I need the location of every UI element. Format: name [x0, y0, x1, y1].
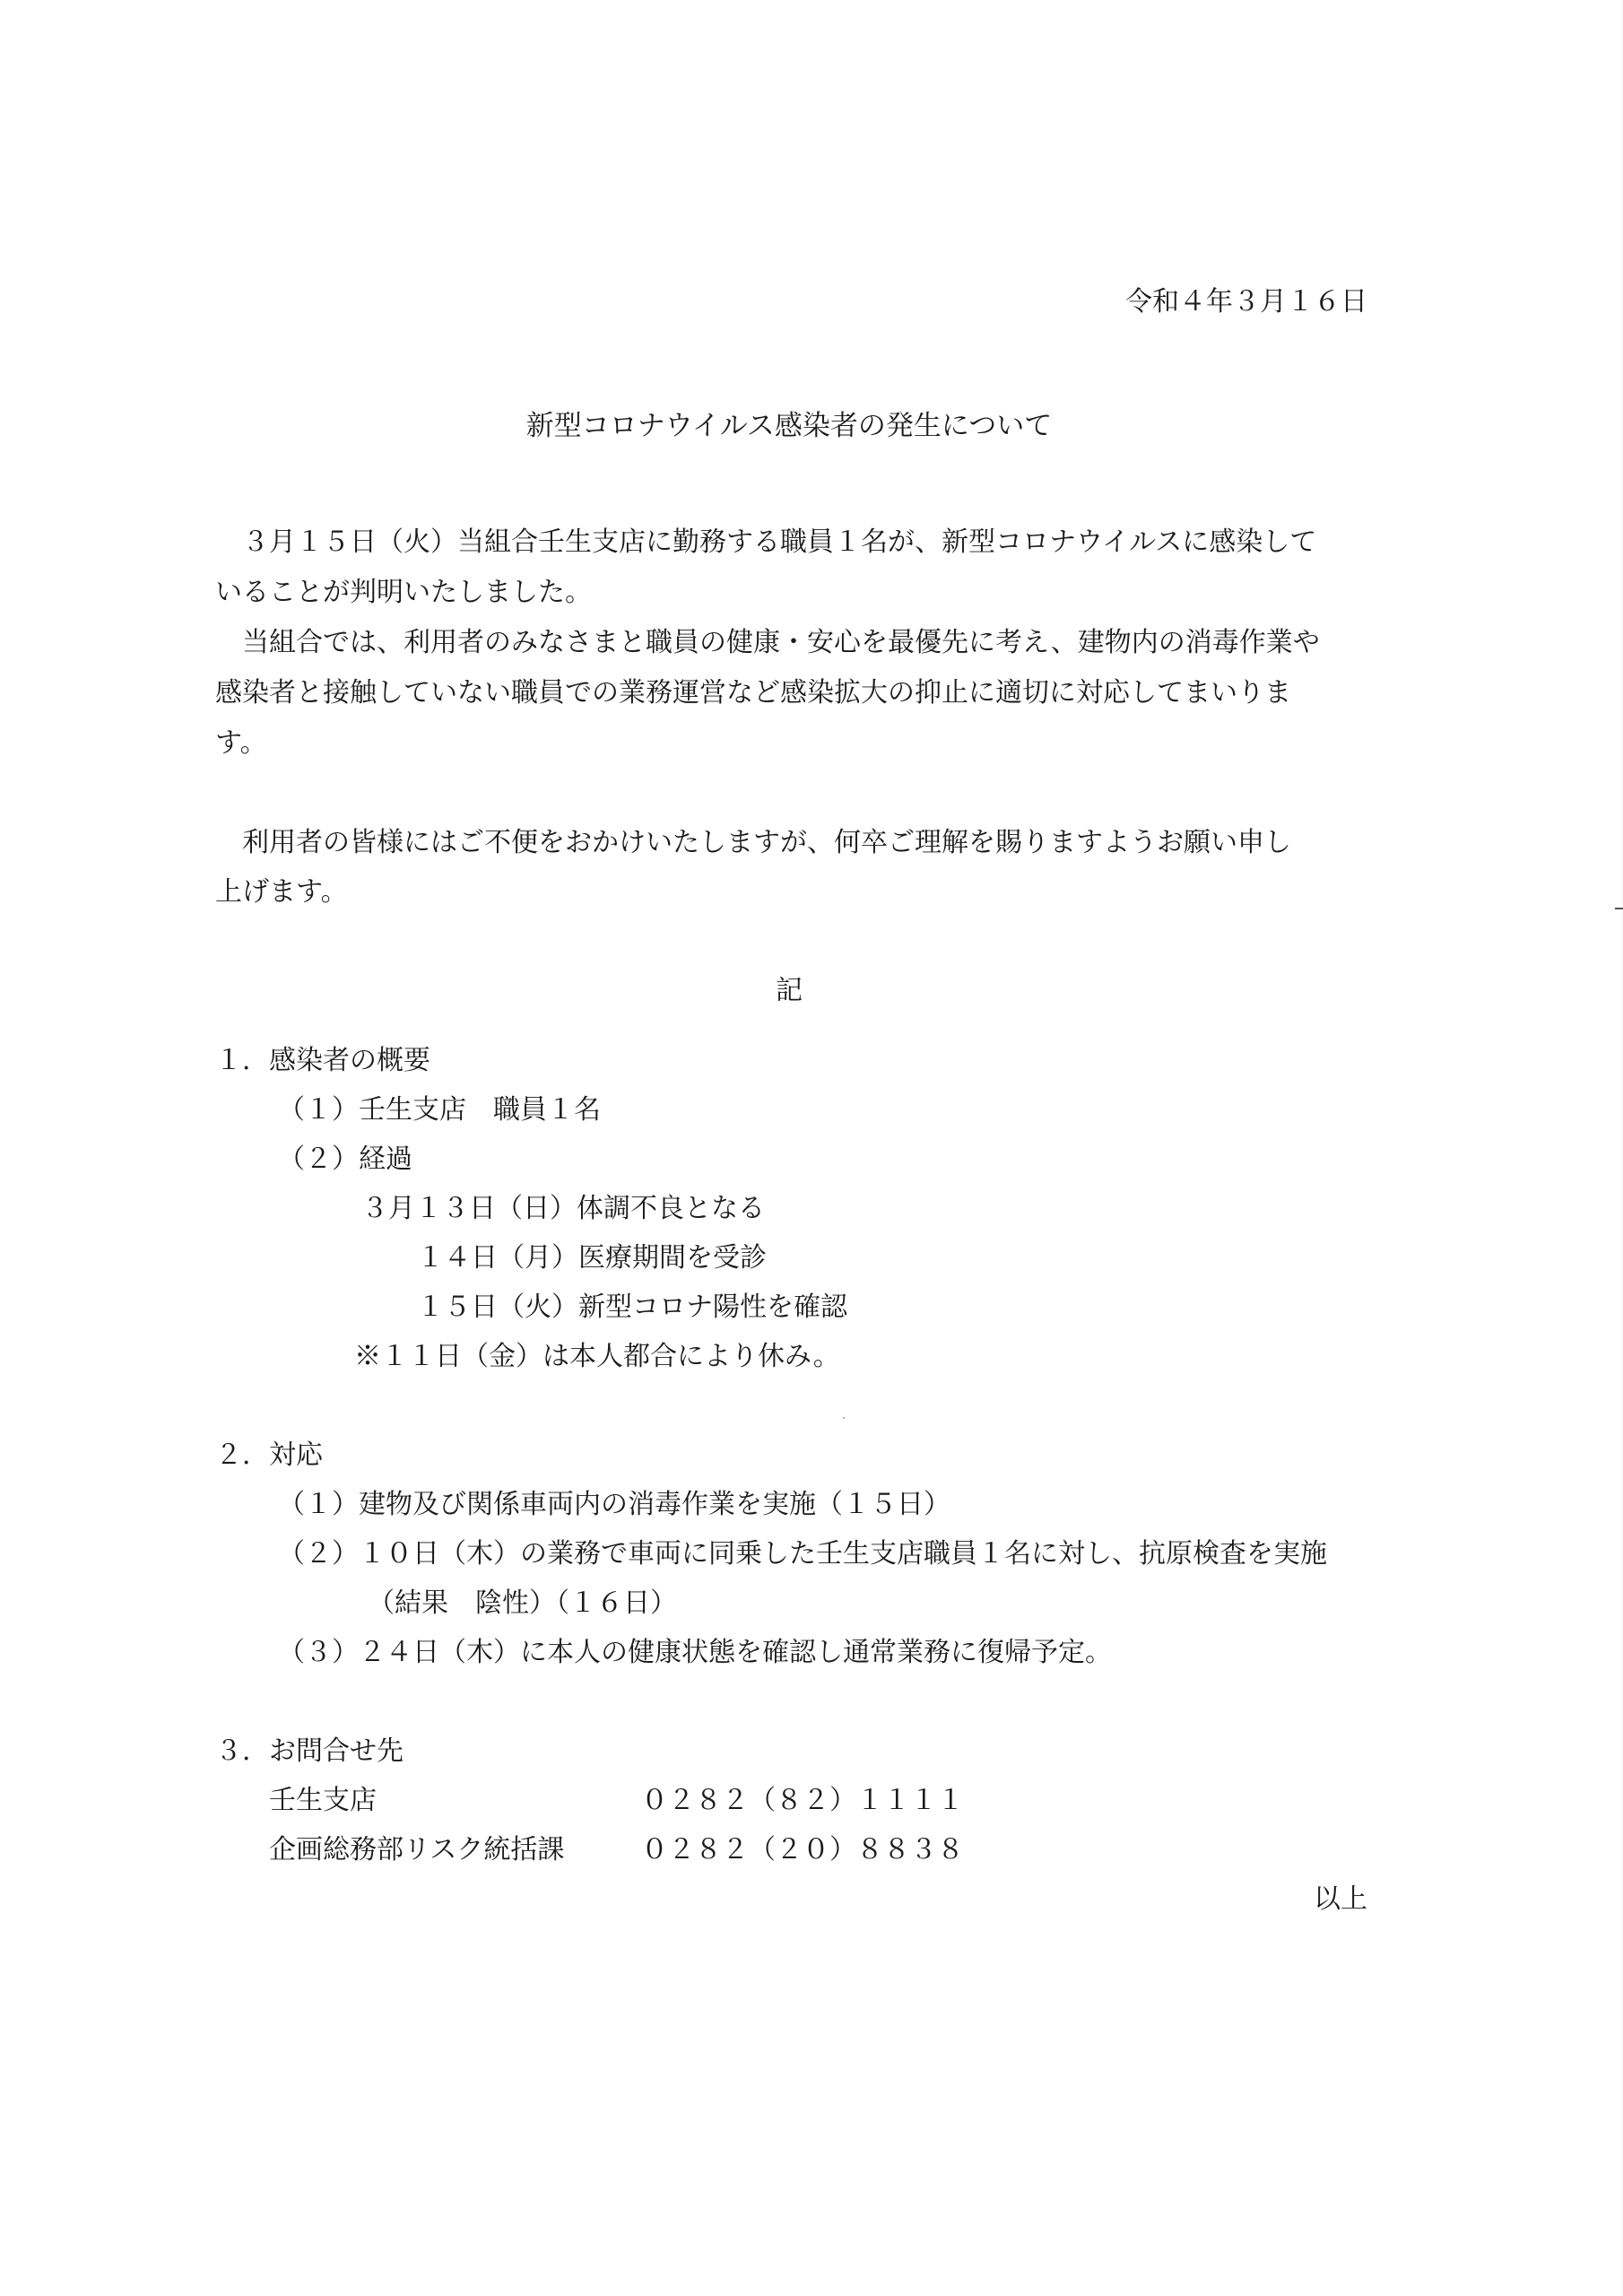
contact-phone-1: ０２８２（８２）１１１１ [641, 1785, 964, 1816]
document-date: 令和４年３月１６日 [1125, 286, 1367, 317]
paragraph-3-line-2: 上げます。 [215, 876, 348, 908]
section-2-heading: ２．対応 [215, 1439, 323, 1471]
paragraph-1-line-2: いることが判明いたしました。 [215, 577, 592, 608]
paragraph-2-line-3: す。 [215, 727, 267, 759]
progress-entry-2: １４日（月）医療期間を受診 [417, 1242, 767, 1274]
document-title: 新型コロナウイルス感染者の発生について [525, 410, 1053, 442]
section-2-item-2-line-1: （２）１０日（木）の業務で車両に同乗した壬生支店職員１名に対し、抗原検査を実施 [278, 1538, 1327, 1570]
contact-phone-2: ０２８２（２０）８８３８ [641, 1834, 964, 1866]
section-3-heading: ３．お問合せ先 [215, 1735, 404, 1767]
section-2-item-2-line-2: （結果 陰性）（１６日） [368, 1587, 677, 1619]
section-1-note: ※１１日（金）は本人都合により休み。 [354, 1341, 840, 1372]
section-1-item-2: （２）経過 [278, 1144, 412, 1175]
closing-mark: 以上 [1314, 1883, 1367, 1915]
paragraph-1-line-1: ３月１５日（火）当組合壬生支店に勤務する職員１名が、新型コロナウイルスに感染して [215, 526, 1317, 558]
paragraph-2-line-1: 当組合では、利用者のみなさまと職員の健康・安心を最優先に考え、建物内の消毒作業や [215, 627, 1320, 658]
contact-name-2: 企画総務部リスク統括課 [269, 1834, 565, 1866]
section-1-item-1: （１）壬生支店 職員１名 [278, 1094, 601, 1126]
contact-name-1: 壬生支店 [269, 1785, 377, 1816]
paragraph-3-line-1: 利用者の皆様にはご不便をおかけいたしますが、何卒ご理解を賜りますようお願い申し [215, 827, 1291, 858]
paragraph-2-line-2: 感染者と接触していない職員での業務運営など感染拡大の抑止に適切に対応してまいりま [215, 677, 1291, 709]
progress-entry-1: ３月１３日（日）体調不良となる [361, 1193, 765, 1224]
section-2-item-1: （１）建物及び関係車両内の消毒作業を実施（１５日） [278, 1489, 950, 1520]
section-1-heading: １．感染者の概要 [215, 1045, 430, 1076]
section-2-item-3: （３）２４日（木）に本人の健康状態を確認し通常業務に復帰予定。 [278, 1637, 1112, 1668]
progress-entry-3: １５日（火）新型コロナ陽性を確認 [417, 1292, 847, 1323]
ki-marker: 記 [776, 975, 803, 1006]
scan-speck [843, 1417, 845, 1419]
